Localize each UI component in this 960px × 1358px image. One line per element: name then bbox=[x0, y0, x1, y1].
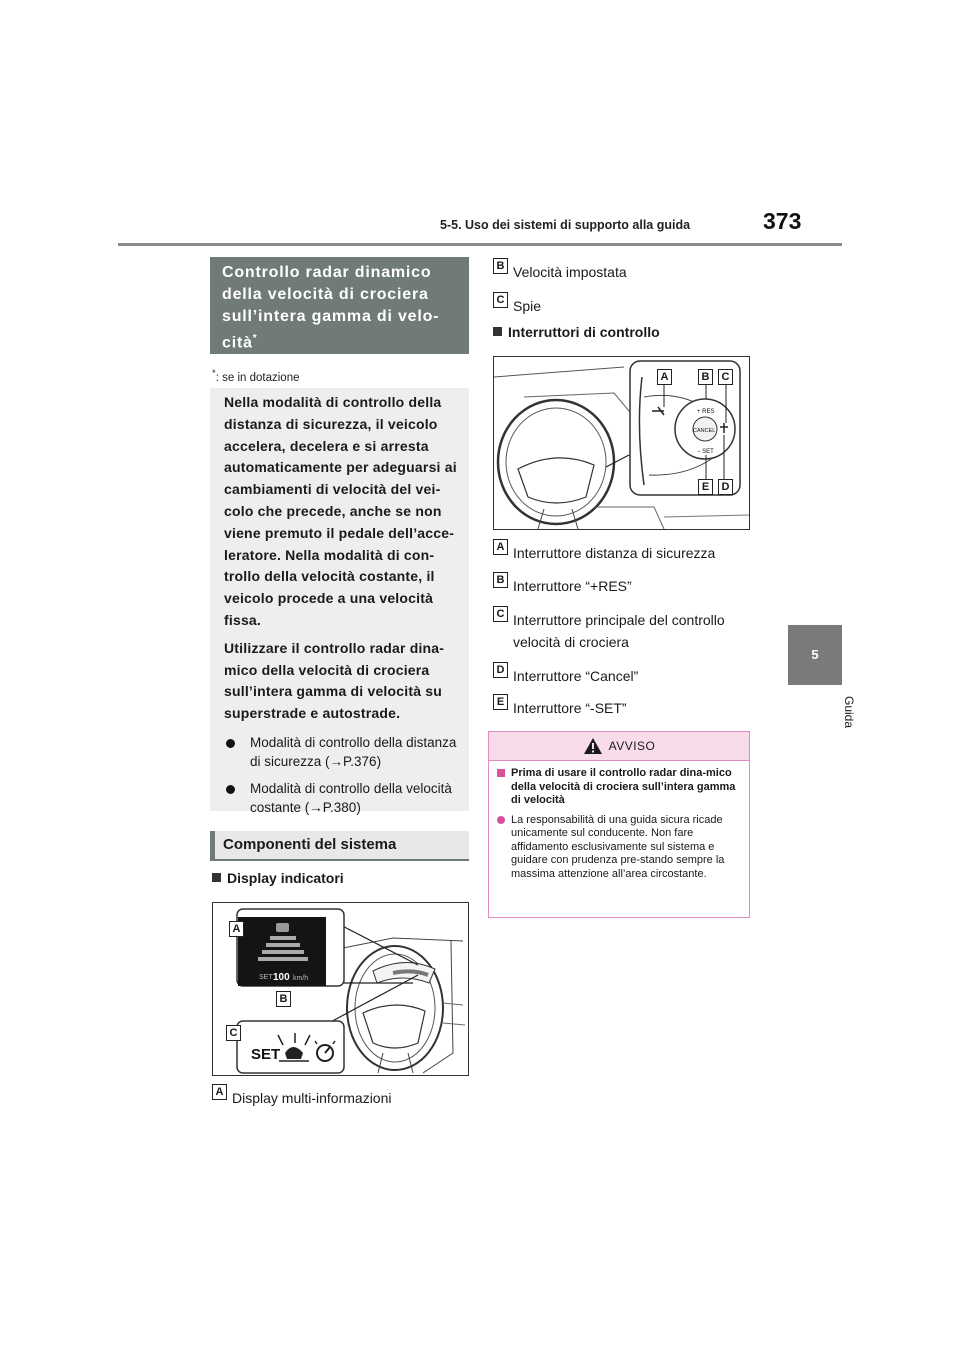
display-item-c bbox=[493, 296, 743, 316]
switch-item-text-a: Interruttore distanza di sicurezza bbox=[513, 545, 716, 561]
switch-label-e: E bbox=[698, 479, 713, 495]
item-text-a: Display multi-informazioni bbox=[232, 1090, 392, 1106]
switch-label-c: C bbox=[718, 369, 733, 385]
warning-dot-icon bbox=[497, 816, 505, 824]
switch-item-d bbox=[493, 666, 748, 686]
section-heading bbox=[210, 257, 469, 354]
warning-header bbox=[489, 732, 749, 761]
switch-item-label-e: E bbox=[493, 694, 508, 710]
display-unit: km/h bbox=[293, 975, 309, 982]
warning-heading-text: Prima di usare il controllo radar dina-mico della velocità di crociera sull’intera gamma di velocità bbox=[511, 767, 736, 806]
switch-item-a bbox=[493, 543, 748, 563]
item-label-b: B bbox=[493, 258, 508, 274]
warning-square-icon bbox=[497, 769, 505, 777]
display-set-text: SET bbox=[259, 974, 273, 981]
switches-figure bbox=[493, 356, 750, 530]
warning-body bbox=[497, 814, 741, 882]
cancel-text: CANCEL bbox=[693, 428, 716, 434]
item-text-c: Spie bbox=[513, 298, 542, 314]
intro-paragraph-1: Nella modalità di controllo della distanza di sicurezza, il veicolo accelera, decelera e si arresta automaticamente per adeguarsi ai cambiamenti di velocità del vei-colo che precede, anche se non viene premuto il pedale dell’acce-leratore. Nella modalità di con-trollo della velocità costante, il veicolo procede a una velocità fissa. bbox=[224, 394, 457, 628]
figure-label-b: B bbox=[276, 991, 291, 1007]
switch-label-a: A bbox=[657, 369, 672, 385]
warning-heading bbox=[497, 767, 741, 808]
components-heading: Componenti del sistema bbox=[210, 831, 469, 861]
switch-item-text-c: Interruttore principale del controllo bbox=[513, 612, 725, 628]
item-label-a: A bbox=[212, 1084, 227, 1100]
figure-label-a: A bbox=[229, 921, 244, 937]
switch-item-c bbox=[493, 610, 748, 654]
switch-item-text-d: Interruttore “Cancel” bbox=[513, 668, 639, 684]
display-illustration bbox=[213, 903, 468, 1075]
figure-label-c: C bbox=[226, 1025, 241, 1041]
intro-box bbox=[210, 388, 469, 815]
switch-item-e bbox=[493, 698, 748, 718]
icon-set-label: SET bbox=[251, 1046, 281, 1063]
display-item-a bbox=[212, 1088, 462, 1108]
bullet-constant-speed-mode[interactable]: Modalità di controllo della velocità costante (→P.380) bbox=[224, 779, 459, 817]
page-number: 373 bbox=[763, 208, 802, 234]
res-text: + RES bbox=[697, 409, 715, 415]
warning-triangle-icon bbox=[583, 737, 603, 755]
switches-heading bbox=[493, 324, 660, 340]
section-title: 5-5. Uso dei sistemi di supporto alla guida bbox=[440, 218, 691, 232]
switch-item-b bbox=[493, 576, 748, 596]
display-speed: 100 bbox=[273, 972, 290, 983]
warning-title: AVVISO bbox=[608, 739, 656, 753]
intro-paragraph-2: Utilizzare il controllo radar dina-mico della velocità di crociera sull’intera gamma di velocità su superstrade e autostrade. bbox=[224, 639, 445, 722]
display-heading bbox=[212, 870, 344, 886]
warning-body-text: La responsabilità di una guida sicura ricade unicamente sul conducente. Non fare affidamento esclusivamente sul sistema e guidare con prudenza pre-stando sempre la massima attenzione all’area circostante. bbox=[511, 813, 725, 880]
switch-label-d: D bbox=[718, 479, 733, 495]
square-bullet-icon bbox=[493, 327, 502, 336]
display-item-b bbox=[493, 262, 743, 282]
display-figure bbox=[212, 902, 469, 1076]
chapter-tab[interactable]: 5 bbox=[788, 625, 842, 685]
set-text: − SET bbox=[697, 449, 714, 455]
header-rule bbox=[118, 243, 842, 246]
square-bullet-icon bbox=[212, 873, 221, 882]
switch-item-label-c: C bbox=[493, 606, 508, 622]
footnote-marker: * bbox=[252, 333, 258, 344]
switch-item-label-d: D bbox=[493, 662, 508, 678]
switches-heading-text: Interruttori di controllo bbox=[508, 324, 660, 340]
intro-bullets bbox=[224, 733, 459, 817]
bullet-distance-mode[interactable]: Modalità di controllo della distanza di sicurezza (→P.376) bbox=[224, 733, 459, 771]
switch-item-text-b: Interruttore “+RES” bbox=[513, 578, 632, 594]
switch-label-b: B bbox=[698, 369, 713, 385]
switch-item-label-b: B bbox=[493, 572, 508, 588]
switch-item-text-c2: velocità di crociera bbox=[513, 634, 629, 650]
section-heading-text: Controllo radar dinamico della velocità di crociera sull’intera gamma di velo-cità bbox=[222, 264, 440, 352]
display-heading-text: Display indicatori bbox=[227, 870, 344, 886]
footnote-text: : se in dotazione bbox=[215, 371, 300, 384]
warning-box bbox=[488, 731, 750, 918]
switch-item-label-a: A bbox=[493, 539, 508, 555]
footnote bbox=[212, 368, 300, 384]
switch-item-text-e: Interruttore “-SET” bbox=[513, 700, 627, 716]
item-label-c: C bbox=[493, 292, 508, 308]
chapter-label: Guida bbox=[842, 695, 856, 729]
footnote-star: * bbox=[212, 368, 216, 379]
item-text-b: Velocità impostata bbox=[513, 264, 627, 280]
